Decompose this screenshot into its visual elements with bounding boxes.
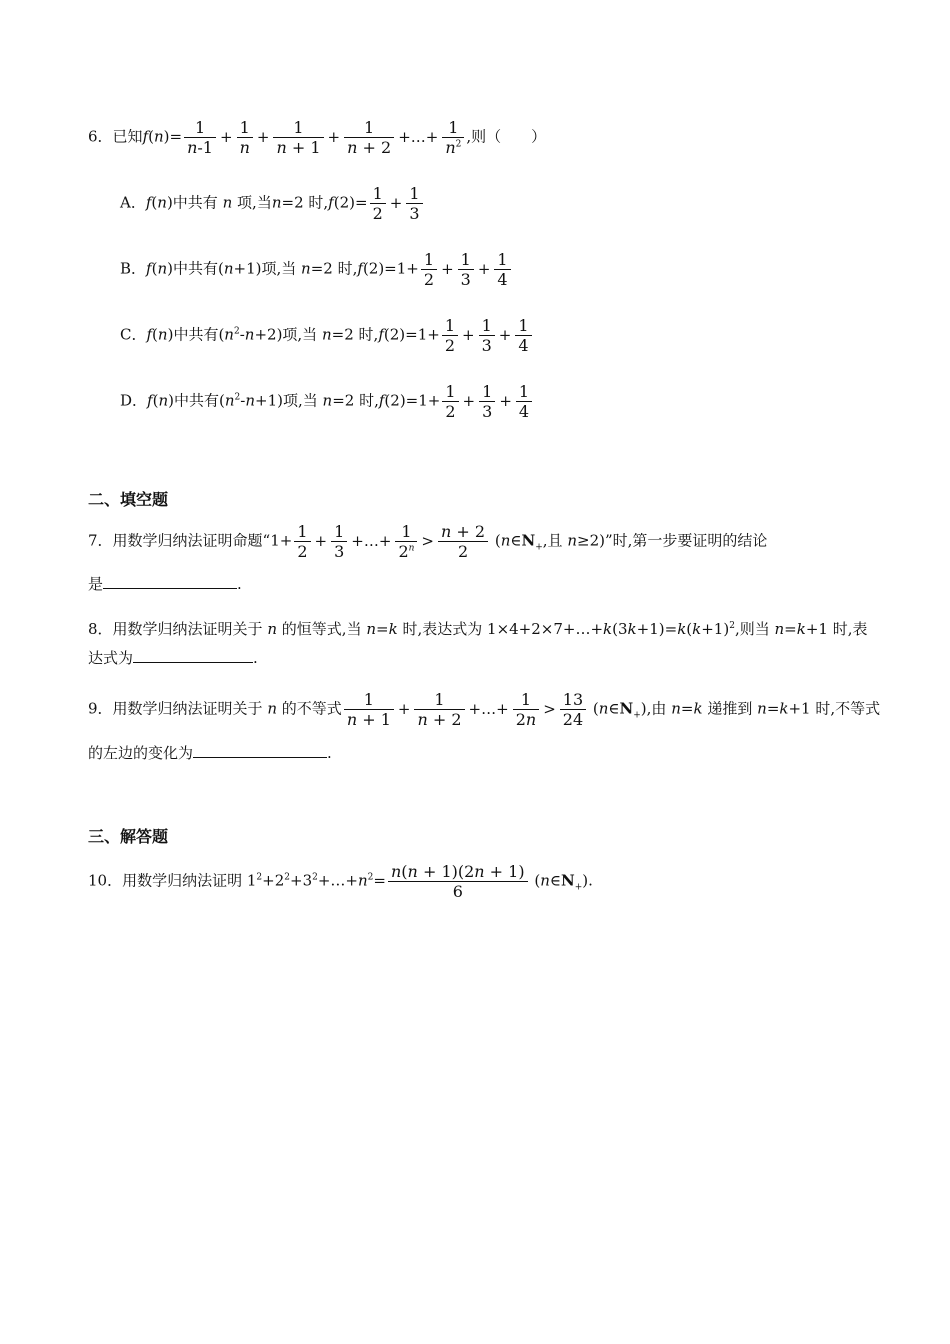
question-text: 的左边的变化为 — [88, 744, 194, 762]
option-text: 时, — [358, 325, 379, 344]
question-number: 6． — [88, 127, 113, 146]
question-8: 8．用数学归纳法证明关于 n 的恒等式,当 n=k 时,表达式为 $1\times 4+2\times 7+\dots+k(3k+1)=k(k+1)^2$,则当 n=k+1 时,表 — [88, 620, 868, 638]
question-text: 用数学归纳法证明关于 — [112, 620, 263, 638]
question-text: 的恒等式,当 — [281, 620, 362, 638]
question-number: 10． — [88, 871, 123, 890]
option-c: C．f(n)中共有$(n^2-n+2)$项,当 n=2 时,f(2)=1+ $\frac{1}{2}$ + $\frac{1}{3}$ + $\frac{1}{4}$ — [120, 316, 534, 355]
fraction: $\frac{n + 2}{2}$ — [438, 522, 488, 561]
section-title: 三、解答题 — [88, 827, 169, 846]
question-text: 时,表 — [832, 620, 868, 638]
question-text: 递推到 — [707, 699, 753, 718]
question-text: = — [373, 871, 386, 890]
question-text: 时,不等式 — [815, 699, 881, 718]
question-text: 用数学归纳法证明 1 — [122, 871, 257, 890]
option-text: 中共有( — [173, 391, 225, 410]
question-text: 时,表达式为 1×4+2×7+…+ — [402, 620, 604, 638]
option-text: 时, — [308, 193, 329, 212]
option-text: 时, — [337, 259, 358, 278]
option-text: +1)项,当 — [233, 259, 297, 278]
option-a: A．f(n)中共有 n 项,当n=2 时,f(2)= $\frac{1}{2}$ + $\frac{1}{3}$ — [120, 184, 425, 223]
question-7: 7．用数学归纳法证明命题“1+ $\frac{1}{2}$ + $\frac{1}{3}$ +…+ $\frac{1}{2^n}$ > $\frac{n + 2}{2}$ ($n\in N_+$,且 n≥2)”时,第一步要证明的结论 — [88, 522, 768, 561]
question-7-answer — [88, 574, 242, 593]
question-text: 已知 — [112, 127, 143, 146]
question-text: ,则当 — [734, 620, 770, 638]
fraction: $\frac{1}{3}$ — [479, 382, 495, 421]
question-8-answer — [88, 648, 258, 667]
fraction: $\frac{n(n + 1)(2n + 1)}{6}$ — [388, 862, 528, 901]
fraction: $\frac{1}{2}$ — [370, 184, 386, 223]
fraction: $\frac{1}{n + 1}$ — [344, 690, 394, 729]
question-text: 且 — [547, 531, 563, 550]
option-d: D．f(n)中共有$(n^2-n+1)$项,当 n=2 时,f(2)=1+ $\frac{1}{2}$ + $\frac{1}{3}$ + $\frac{1}{4}$ — [120, 382, 534, 421]
fraction: $\frac{1}{3}$ — [458, 250, 474, 289]
fraction: $\frac{1}{2}$ — [442, 382, 458, 421]
question-text: 用数学归纳法证明命题“1+ — [112, 531, 293, 550]
option-label: A． — [120, 193, 146, 212]
option-label: D． — [120, 391, 148, 410]
question-text: ,则（ ） — [466, 127, 547, 146]
fraction: $\frac{1}{n}$ — [237, 118, 253, 157]
question-text: +…+ — [317, 871, 358, 890]
section-title: 二、填空题 — [88, 490, 169, 509]
option-text: 中共有( — [172, 259, 224, 278]
question-number: 9． — [88, 699, 113, 718]
answer-blank[interactable] — [193, 743, 327, 758]
question-number: 7． — [88, 531, 113, 550]
question-text: . — [237, 575, 242, 593]
fraction: $\frac{1}{3}$ — [479, 316, 495, 355]
option-label: B． — [120, 259, 147, 278]
option-text: +2)项,当 — [254, 325, 318, 344]
option-text: +1)项,当 — [255, 391, 318, 410]
fraction: $\frac{1}{n + 2}$ — [344, 118, 394, 157]
option-text: - — [240, 391, 246, 410]
question-text: . — [327, 744, 332, 762]
question-text: . — [253, 649, 258, 667]
question-text: 的不等式 — [281, 699, 342, 718]
answer-blank[interactable] — [133, 648, 253, 663]
fraction: $\frac{1}{n^2}$ — [442, 118, 464, 157]
question-text: +2 — [262, 871, 285, 890]
question-text: )”时,第一步要证明的结论 — [599, 531, 768, 550]
question-9: 9．用数学归纳法证明关于 n 的不等式 $\frac{1}{n + 1}$ + $\frac{1}{n + 2}$ +…+ $\frac{1}{2n}$ > $\frac{13}{24}$ $(n\in N_+)$,由 n=k 递推到 n=k+1 时,不等式 — [88, 690, 881, 729]
question-text: +3 — [290, 871, 313, 890]
fraction: $\frac{1}{4}$ — [494, 250, 510, 289]
option-b: B．f(n)中共有(n+1)项,当 n=2 时,f(2)=1+ $\frac{1}{2}$ + $\frac{1}{3}$ + $\frac{1}{4}$ — [120, 250, 513, 289]
fraction: $\frac{1}{4}$ — [515, 316, 531, 355]
option-label: C． — [120, 325, 147, 344]
fraction: $\frac{1}{2}$ — [294, 522, 310, 561]
fraction: $\frac{1}{2^n}$ — [395, 522, 417, 561]
option-text: 中共有 — [172, 193, 218, 212]
option-text: 项,当 — [237, 193, 272, 212]
fraction: $\frac{1}{3}$ — [331, 522, 347, 561]
option-text: - — [239, 325, 245, 344]
fraction: $\frac{1}{2}$ — [442, 316, 458, 355]
fraction: $\frac{1}{2n}$ — [513, 690, 540, 729]
question-text: 用数学归纳法证明关于 — [112, 699, 263, 718]
fraction: $\frac{1}{2}$ — [421, 250, 437, 289]
question-text: 由 — [651, 699, 667, 718]
fraction: $\frac{1}{4}$ — [516, 382, 532, 421]
answer-blank[interactable] — [103, 574, 237, 589]
question-10: 10．用数学归纳法证明 $1^2+2^2+3^2+\dots+n^2=$ $\frac{n(n + 1)(2n + 1)}{6}$ $(n\in N_+)$. — [88, 862, 593, 901]
option-text: 中共有( — [173, 325, 225, 344]
fraction: $\frac{1}{n + 1}$ — [273, 118, 323, 157]
fraction: $\frac{1}{n-1}$ — [184, 118, 216, 157]
question-number: 8． — [88, 620, 113, 638]
question-6: 6．已知f(n)= $\frac{1}{n-1}$ + $\frac{1}{n}$ + $\frac{1}{n + 1}$ + $\frac{1}{n + 2}$ +…+ $\frac{1}{n^2}$ ,则（ ） — [88, 118, 547, 157]
question-text: 达式为 — [88, 649, 134, 667]
fraction: $\frac{1}{n + 2}$ — [414, 690, 464, 729]
option-text: 时, — [359, 391, 379, 410]
fraction: $\frac{13}{24}$ — [560, 690, 586, 729]
question-text: 是 — [88, 575, 104, 593]
fraction: $\frac{1}{3}$ — [406, 184, 422, 223]
question-9-answer — [88, 743, 332, 762]
